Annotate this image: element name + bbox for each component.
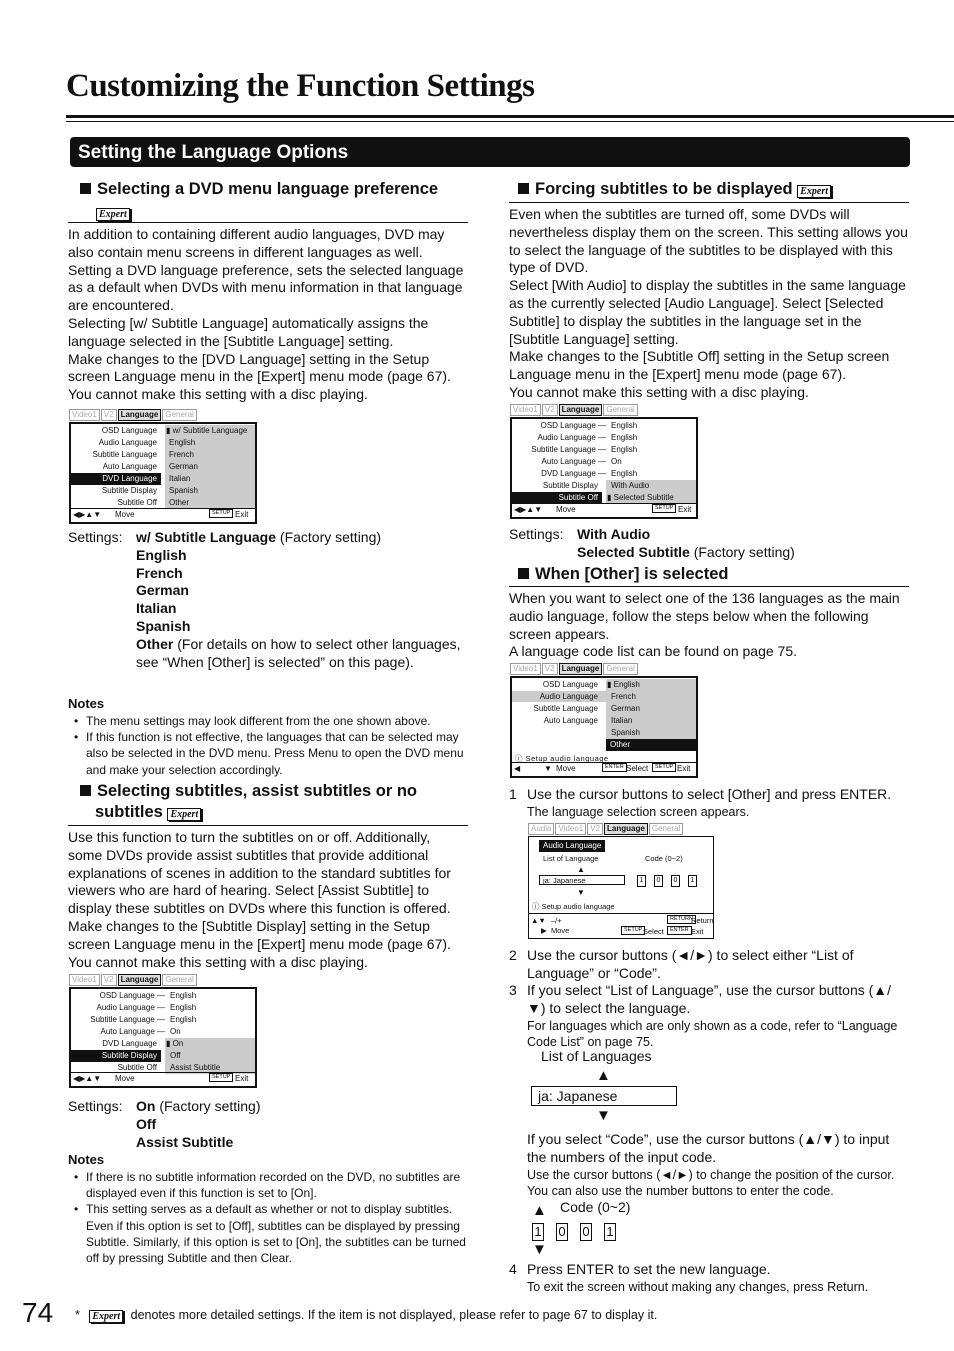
forcing-heading: Forcing subtitles to be displayed Expert xyxy=(518,179,918,200)
step-2: 2 Use the cursor buttons (◄/►) to select either “List of Language” or “Code”. xyxy=(509,947,854,981)
language-selection-screen: Audio Video1 V2 Language General Audio Language List of Language Code (0~2) ▲ ja: Japanese 1 0 0 1 ▼ ⓘ Setup audio language ▲▼ –/+ RETURN Return ▶ Move SETUP Select ENTER Exit xyxy=(528,823,714,939)
screen-tabs: Video1 V2 Language General xyxy=(69,974,198,986)
code-input[interactable]: 1 0 0 1 xyxy=(532,1223,628,1241)
info-icon: ⓘ xyxy=(532,902,540,911)
expert-badge: Expert xyxy=(797,185,831,198)
subtitle-off-screen: Video1 V2 Language General OSD Language — English Audio Language — English Subtitle Language — English Auto Language — On DVD Language — English Subtitle Display With Audio Subtitle Off ▮ Selected Subtitle ◀▶▲▼ Move SETUP Exit xyxy=(510,404,698,519)
other-heading: When [Other] is selected xyxy=(518,564,918,585)
page-title: Customizing the Function Settings xyxy=(66,68,535,104)
title-rule-thin xyxy=(66,121,954,122)
down-arrow-icon: ▼ xyxy=(544,764,552,773)
screen-footer: ◀▶▲▼ Move SETUP Exit xyxy=(512,503,696,517)
square-bullet-icon xyxy=(80,183,91,194)
cursor-arrows-icon: ◀▶▲▼ xyxy=(514,505,543,514)
note-item: • This setting serves as a default as whether or not to display subtitles. Even if this option is set to [Off], subtitles can be displayed by pressing Subtitle. Similarly, if this option is set to [On], the subtitles can be turned off by pressing Subtitle and then Clear. xyxy=(68,1201,468,1266)
selected-row: Other xyxy=(606,739,698,751)
selected-row: DVD Language xyxy=(71,473,161,485)
step-4: 4 Press ENTER to set the new language. To exit the screen without making any changes, press Return. xyxy=(509,1261,869,1294)
selected-row: Subtitle Display xyxy=(71,1050,161,1062)
expert-badge: Expert xyxy=(167,808,201,821)
heading-rule xyxy=(68,222,468,223)
subtitles-notes: Notes • If there is no subtitle information recorded on the DVD, no subtitles are displayed even if this function is set to [On]. • This setting serves as a default as whether or not to display subtitles. Even if this option is set to [Off], subtitles can be displayed by pressing Subtitle. Similarly, if this option is set to [On], the subtitles can be turned off by pressing Subtitle and then Clear. xyxy=(68,1152,468,1266)
step-3: 3 If you select “List of Language”, use the cursor buttons (▲/▼) to select the language. For languages which are only shown as a code, refer to “Language Code List” on page 75. xyxy=(509,982,898,1049)
screen-footer: ▲▼ –/+ RETURN Return ▶ Move SETUP Select ENTER Exit xyxy=(529,913,713,938)
screen-tabs: Video1 V2 Language General xyxy=(69,409,198,421)
screen-footer: ◀▶▲▼ Move SETUP Exit xyxy=(71,1072,255,1086)
down-arrow-icon: ▼ xyxy=(596,1107,611,1124)
audio-language-screen: Video1 V2 Language General OSD Language ▮ English Audio Language French Subtitle Language German Auto Language Italian Spanish Other ⓘ Setup audio language ◀ ▼ Move ENTER Select SETUP Exit xyxy=(510,663,698,778)
screen-tabs: Audio Video1 V2 Language General xyxy=(528,823,684,835)
up-arrow-icon: ▲ xyxy=(577,865,585,874)
step-1: 1 Use the cursor buttons to select [Other] and press ENTER. The language selection screen appears. xyxy=(509,786,892,819)
footnote: * Expert denotes more detailed settings. If the item is not displayed, please refer to page 67 to display it. xyxy=(75,1308,658,1322)
heading-rule xyxy=(509,586,909,587)
info-icon: ⓘ xyxy=(515,754,523,763)
dvd-menu-notes: Notes • The menu settings may look different from the one shown above. • If this function is not effective, the languages that can be selected may also be selected in the DVD menu. Press Menu to open the DVD menu and make your selection accordingly. xyxy=(68,696,468,778)
note-item: • If this function is not effective, the languages that can be selected may also be selected in the DVD menu. Press Menu to open the DVD menu and make your selection accordingly. xyxy=(68,729,468,778)
screen-tabs: Video1 V2 Language General xyxy=(510,404,639,416)
forcing-body: Even when the subtitles are turned off, some DVDs will nevertheless display them on the screen. This setting allows you to select the language of the subtitles to be displayed with this type of DVD. Select [With Audio] to display the subtitles in the same language as the currently selected [Audio Language]. Select [Selected Subtitle] to display the subtitles in the language set in the [Subtitle Language] setting. Make changes to the [Subtitle Off] setting in the Setup screen Language menu in the [Expert] menu mode (page 67). You cannot make this setting with a disc playing. xyxy=(509,206,908,400)
square-bullet-icon xyxy=(518,183,529,194)
note-item: • If there is no subtitle information recorded on the DVD, no subtitles are displayed even if this function is set to [On]. xyxy=(68,1169,468,1201)
title-rule xyxy=(66,115,954,118)
expert-badge: Expert xyxy=(89,1310,123,1323)
cursor-arrows-icon: ◀▶▲▼ xyxy=(73,1074,102,1083)
list-of-language-field[interactable]: ja: Japanese xyxy=(539,875,625,885)
code-instructions: If you select “Code”, use the cursor buttons (▲/▼) to input the numbers of the input code. Use the cursor buttons (◄/►) to change the position of the cursor. You can also use the number buttons to enter the code. xyxy=(527,1131,895,1198)
square-bullet-icon xyxy=(518,568,529,579)
down-arrow-icon: ▼ xyxy=(577,888,585,897)
page-number: 74 xyxy=(22,1297,54,1328)
note-item: • The menu settings may look different from the one shown above. xyxy=(68,713,468,729)
subtitles-body: Use this function to turn the subtitles on or off. Additionally, some DVDs provide assist subtitles that provide additional explanations of scenes in addition to the standard subtitles for viewers who are hard of hearing. Select [Assist Subtitle] to display these subtitles on DVDs where this function is offered. Make changes to the [Subtitle Display] setting in the Setup screen Language menu in the [Expert] menu mode (page 67). You cannot make this setting with a disc playing. xyxy=(68,829,451,970)
section-title: Setting the Language Options xyxy=(70,137,910,167)
subtitle-display-screen: Video1 V2 Language General OSD Language — English Audio Language — English Subtitle Language — English Auto Language — On DVD Language ▮ On Subtitle Display Off Subtitle Off Assist Subtitle ◀▶▲▼ Move SETUP Exit xyxy=(69,974,257,1088)
right-arrow-icon: ▶ xyxy=(541,926,547,935)
dvd-menu-body: In addition to containing different audio languages, DVD may also contain menu screens in different languages as well. Setting a DVD language preference, sets the selected language as a default when DVDs with menu information in that language are encountered. Selecting [w/ Subtitle Language] automatically assigns the language selected in the [Subtitle Language] setting. Make changes to the [DVD Language] setting in the Setup screen Language menu in the [Expert] menu mode (page 67). You cannot make this setting with a disc playing. xyxy=(68,226,464,403)
other-body: When you want to select one of the 136 languages as the main audio language, follow the steps below when the following screen appears. A language code list can be found on page 75. xyxy=(509,590,900,660)
subtitles-heading: Selecting subtitles, assist subtitles or no subtitles Expert xyxy=(80,781,470,823)
heading-rule xyxy=(68,825,468,826)
up-down-arrows-icon: ▲▼ xyxy=(531,916,546,925)
code-field[interactable]: 1 0 0 1 xyxy=(637,875,697,887)
dvd-menu-heading: Selecting a DVD menu language preference xyxy=(80,179,480,200)
language-list-field[interactable]: ja: Japanese xyxy=(531,1086,677,1106)
list-of-languages-label: List of Languages xyxy=(541,1048,652,1064)
forcing-settings: Settings: With Audio Selected Subtitle (Factory setting) xyxy=(509,526,795,560)
selected-row: Subtitle Off xyxy=(512,492,602,504)
left-arrow-icon: ◀ xyxy=(514,764,521,773)
square-bullet-icon xyxy=(80,785,91,796)
expert-badge: Expert xyxy=(96,208,130,221)
screen-footer: ◀▶▲▼ Move SETUP Exit xyxy=(71,508,255,522)
down-arrow-icon: ▼ xyxy=(532,1241,547,1258)
code-label: Code (0~2) xyxy=(560,1199,631,1215)
subtitles-settings: Settings: On (Factory setting) Off Assist Subtitle xyxy=(68,1098,261,1150)
up-arrow-icon: ▲ xyxy=(596,1067,611,1084)
cursor-arrows-icon: ◀▶▲▼ xyxy=(73,510,102,519)
screen-footer: ◀ ▼ Move ENTER Select SETUP Exit xyxy=(512,762,696,776)
heading-rule xyxy=(509,202,909,203)
up-arrow-icon: ▲ xyxy=(532,1202,547,1219)
dvd-menu-settings: Settings: w/ Subtitle Language (Factory setting) English French German Italian Spanish Other (For details on how to select other languages, see “When [Other] is selected” on this page). xyxy=(68,529,461,670)
dvd-language-screen: Video1 V2 Language General OSD Language ▮ w/ Subtitle Language Audio Language English Subtitle Language French Auto Language German DVD Language Italian Subtitle Display Spanish Subtitle Off Other ◀▶▲▼ Move SETUP Exit xyxy=(69,409,257,524)
screen-tabs: Video1 V2 Language General xyxy=(510,663,639,675)
